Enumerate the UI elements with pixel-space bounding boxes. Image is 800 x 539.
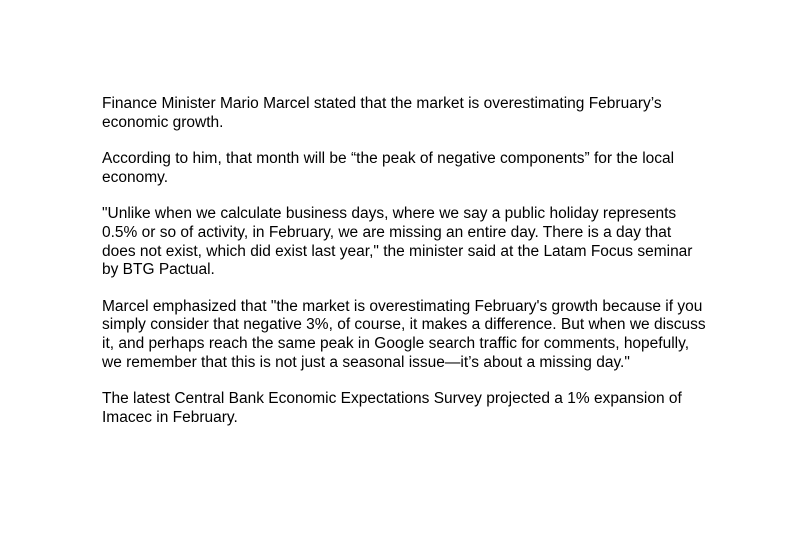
paragraph-5: The latest Central Bank Economic Expectations Survey projected a 1% expansion of Imacec in February. [102, 390, 682, 426]
paragraph-3: "Unlike when we calculate business days, where we say a public holiday represents 0.5% or so of activity, in February, we are missing an entire day. There is a day that does not exist, which did exist last year," the minister said at the Latam Focus seminar by BTG Pactual. [102, 205, 693, 279]
article-body [102, 95, 722, 445]
paragraph-4: Marcel emphasized that "the market is overestimating February's growth because if you simply consider that negative 3%, of course, it makes a difference. But when we discuss it, and perhaps reach the same peak in Google search traffic for comments, hopefully, we remember that this is not just a seasonal issue—it’s about a missing day." [102, 297, 706, 371]
paragraph-2: According to him, that month will be “the peak of negative components” for the local economy. [102, 150, 675, 186]
paragraph-1: Finance Minister Mario Marcel stated that the market is overestimating February’s economic growth. [102, 95, 662, 131]
